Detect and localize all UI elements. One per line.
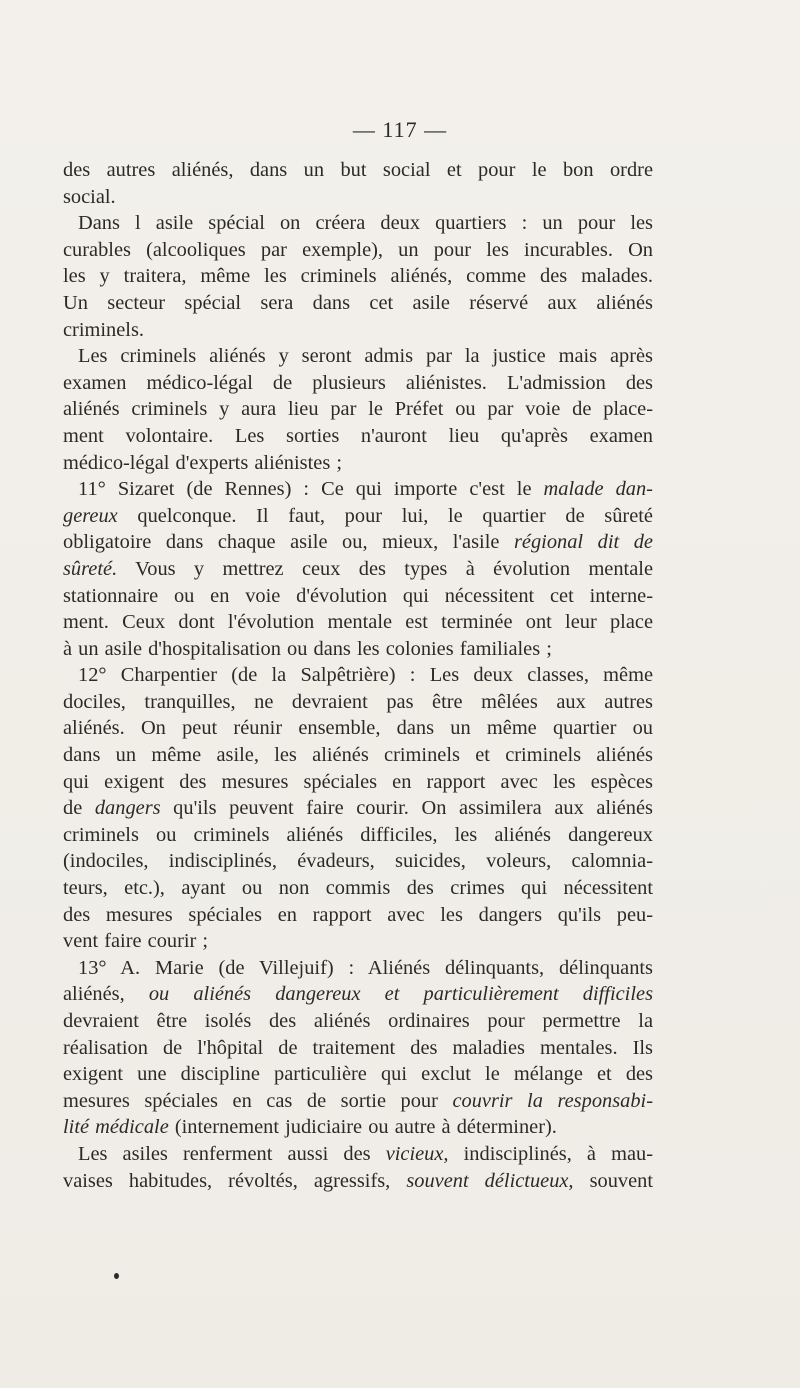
text-line: (indociles, indisciplinés, évadeurs, suicides, voleurs, calomnia- [63, 850, 653, 873]
text-segment: aliénés, [63, 983, 149, 1006]
text-line: criminels ou criminels aliénés difficiles, les aliénés dangereux [63, 823, 653, 846]
text-line: qui exigent des mesures spéciales en rapport avec les espèces [63, 770, 653, 793]
text-line: des autres aliénés, dans un but social et pour le bon ordre [63, 159, 653, 181]
text-line: dociles, tranquilles, ne devraient pas être mêlées aux autres [63, 690, 653, 713]
text-segment: indisciplinés, à mau- [448, 1142, 653, 1165]
text-line: les y traitera, même les criminels aliénés, comme des malades. [63, 265, 653, 288]
paragraph-start-line: 12° Charpentier (de la Salpêtrière) : Les deux classes, même [78, 664, 653, 687]
text-line: criminels. [63, 318, 144, 341]
paragraph-start-line: 13° A. Marie (de Villejuif) : Aliénés délinquants, délinquants [78, 956, 653, 979]
italic-segment: couvrir la responsabi- [452, 1089, 653, 1112]
text-line [63, 1088, 653, 1115]
text-line [63, 529, 653, 556]
text-segment: obligatoire dans chaque asile ou, mieux, l'asile [63, 531, 514, 554]
italic-segment: souvent délictueux, [406, 1169, 574, 1192]
italic-segment: dangers [94, 797, 161, 820]
text-line: stationnaire ou en voie d'évolution qui nécessitent cet interne- [63, 584, 653, 607]
paragraph-start-line: Les criminels aliénés y seront admis par la justice mais après [78, 345, 653, 368]
text-line [63, 1168, 653, 1195]
text-line: vent faire courir ; [63, 930, 209, 953]
text-line: examen médico-légal de plusieurs aliénistes. L'admission des [63, 371, 653, 394]
paragraph-start-line: Dans l asile spécial on créera deux quartiers : un pour les [78, 212, 653, 235]
text-line: ment volontaire. Les sorties n'auront lieu qu'après examen [63, 424, 653, 447]
text-line: curables (alcooliques par exemple), un pour les incurables. On [63, 238, 653, 261]
body-text [63, 157, 653, 1194]
italic-segment: sûreté. [63, 557, 118, 580]
paragraph-start-line [63, 476, 653, 503]
text-line: social. [63, 185, 116, 208]
text-line: réalisation de l'hôpital de traitement des maladies mentales. Ils [63, 1036, 653, 1059]
text-line: à un asile d'hospitalisation ou dans les colonies familiales ; [63, 637, 552, 660]
ink-dot-mark [114, 1273, 119, 1279]
text-segment: Les asiles renferment aussi des [78, 1142, 386, 1165]
text-line: ment. Ceux dont l'évolution mentale est terminée ont leur place [63, 611, 653, 634]
text-segment: 11° Sizaret (de Rennes) : Ce qui importe c'est le [78, 478, 544, 501]
italic-segment: ou aliénés dangereux et particulièrement difficiles [148, 983, 654, 1006]
text-line: Un secteur spécial sera dans cet asile réservé aux aliénés [63, 291, 653, 314]
italic-segment: malade dan- [543, 478, 653, 501]
text-segment: de [63, 797, 95, 820]
page-number: — 117 — [352, 117, 448, 142]
text-line: dans un même asile, les aliénés criminels et criminels aliénés [63, 744, 653, 767]
italic-segment: vicieux, [385, 1142, 449, 1165]
text-line: aliénés. On peut réunir ensemble, dans un même quartier ou [63, 717, 653, 740]
text-line: teurs, etc.), ayant ou non commis des crimes qui nécessitent [63, 877, 653, 900]
text-line: devraient être isolés des aliénés ordinaires pour permettre la [63, 1010, 653, 1032]
text-segment: qu'ils peuvent faire courir. On assimilera aux aliénés [160, 797, 653, 820]
text-line [63, 1114, 653, 1141]
italic-segment: lité médicale [63, 1116, 169, 1139]
text-segment: souvent [573, 1169, 654, 1192]
text-line: médico-légal d'experts aliénistes ; [63, 451, 343, 474]
text-line [63, 795, 653, 822]
italic-segment: gereux [63, 504, 118, 527]
text-segment: vaises habitudes, révoltés, agressifs, [63, 1169, 407, 1192]
italic-segment: régional dit de [514, 531, 653, 554]
text-line [63, 981, 653, 1008]
text-segment: quelconque. Il faut, pour lui, le quartier de sûreté [117, 504, 653, 527]
text-segment: mesures spéciales en cas de sortie pour [63, 1089, 453, 1112]
text-line: aliénés criminels y aura lieu par le Préfet ou par voie de place- [63, 398, 653, 421]
text-line [63, 503, 653, 530]
text-segment: Vous y mettrez ceux des types à évolution mentale [117, 557, 653, 580]
text-segment: (internement judiciaire ou autre à déterminer). [168, 1116, 557, 1139]
paragraph-start-line [63, 1141, 653, 1168]
text-line: des mesures spéciales en rapport avec les dangers qu'ils peu- [63, 903, 653, 926]
text-line [63, 556, 653, 583]
text-line: exigent une discipline particulière qui exclut le mélange et des [63, 1063, 653, 1086]
